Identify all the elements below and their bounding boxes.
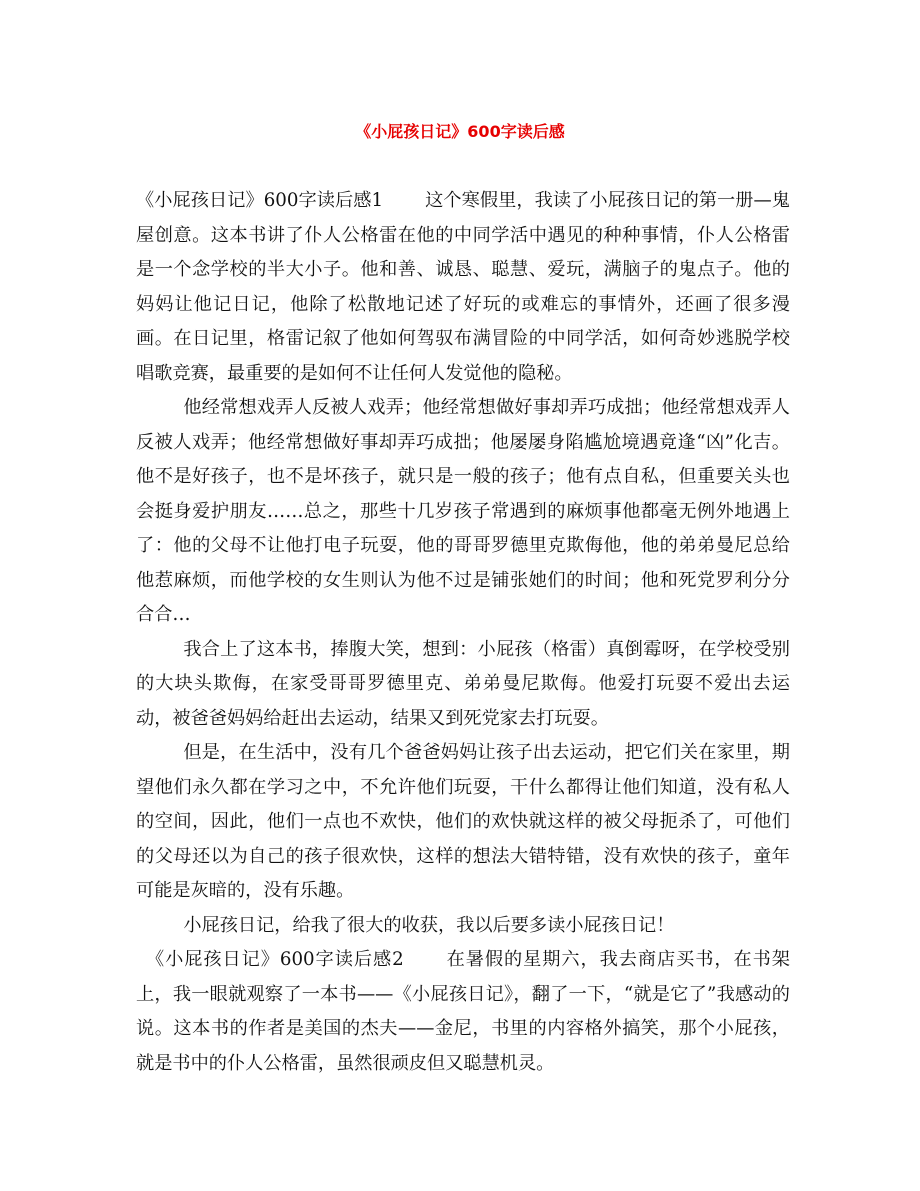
section-label-1: 《小屁孩日记》600字读后感1 xyxy=(136,190,384,211)
paragraph-4 xyxy=(136,736,790,909)
document-title: 《小屁孩日记》600字读后感 xyxy=(355,122,565,141)
paragraph-3-text: 我合上了这本书，捧腹大笑，想到：小屁孩（格雷）真倒霉呀，在学校受别的大块头欺侮，在家受哥哥罗德里克、弟弟曼尼欺侮。他爱打玩耍不爱出去运动，被爸爸妈妈给赶出去运动，结果又到死党家去打玩耍。 xyxy=(136,638,790,729)
paragraph-5-text: 小屁孩日记，给我了很大的收获，我以后要多读小屁孩日记！ xyxy=(183,914,675,936)
paragraph-6-text: 在暑假的星期六，我去商店买书，在书架上，我一眼就观察了一本书——《小屁孩日记》，翻了一下，“就是它了”我感动的说。这本书的作者是美国的杰夫——金尼，书里的内容格外搞笑，那个小屁孩，就是书中的仆人公格雷，虽然很顽皮但又聪慧机灵。 xyxy=(136,949,790,1074)
section-label-2: 《小屁孩日记》600字读后感2 xyxy=(146,949,404,970)
paragraph-3 xyxy=(136,633,790,737)
paragraph-6 xyxy=(136,943,790,1081)
paragraph-2-text: 他经常想戏弄人反被人戏弄；他经常想做好事却弄巧成拙；他经常想戏弄人反被人戏弄；他经常想做好事却弄巧成拙；他屡屡身陷尴尬境遇竟逢“凶”化吉。他不是好孩子，也不是坏孩子，就只是一般的孩子；他有点自私，但重要关头也会挺身爱护朋友……总之，那些十几岁孩子常遇到的麻烦事他都毫无例外地遇上了：他的父母不让他打电子玩耍，他的哥哥罗德里克欺侮他，他的弟弟曼尼总给他惹麻烦，而他学校的女生则认为他不过是铺张她们的时间；他和死党罗利分分合合… xyxy=(136,397,790,625)
paragraph-5 xyxy=(136,909,790,944)
document-body xyxy=(136,184,790,1081)
paragraph-4-text: 但是，在生活中，没有几个爸爸妈妈让孩子出去运动，把它们关在家里，期望他们永久都在学习之中，不允许他们玩耍，干什么都得让他们知道，没有私人的空间，因此，他们一点也不欢快，他们的欢快就这样的被父母扼杀了，可他们的父母还以为自己的孩子很欢快，这样的想法大错特错，没有欢快的孩子，童年可能是灰暗的，没有乐趣。 xyxy=(136,742,790,901)
paragraph-2 xyxy=(136,391,790,633)
paragraph-1-text: 这个寒假里，我读了小屁孩日记的第一册—鬼屋创意。这本书讲了仆人公格雷在他的中同学活中遇见的种种事情，仆人公格雷是一个念学校的半大小子。他和善、诚恳、聪慧、爱玩，满脑子的鬼点子。他的妈妈让他记日记，他除了松散地记述了好玩的或难忘的事情外，还画了很多漫画。在日记里，格雷记叙了他如何驾驭布满冒险的中同学活，如何奇妙逃脱学校唱歌竞赛，最重要的是如何不让任何人发觉他的隐秘。 xyxy=(136,190,790,384)
paragraph-1 xyxy=(136,184,790,391)
